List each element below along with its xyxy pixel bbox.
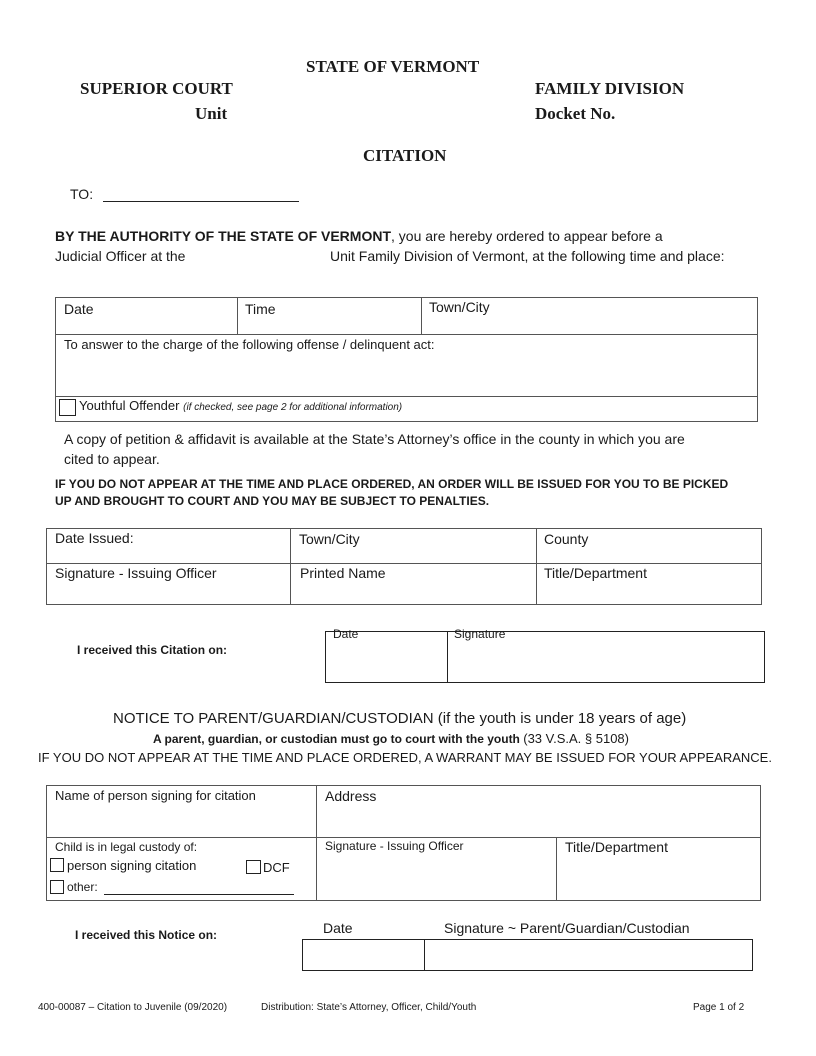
court-name: SUPERIOR COURT [80, 79, 233, 98]
issue-title-department-field[interactable]: Title/Department [544, 565, 647, 581]
received-citation-box [325, 631, 765, 683]
notice-line-2 [153, 731, 629, 746]
authority-line-2-right: Unit Family Division of Vermont, at the following time and place: [330, 248, 725, 264]
custody-label: Child is in legal custody of: [55, 840, 198, 854]
distribution-note: Distribution: State’s Attorney, Officer, Child/Youth [261, 1002, 477, 1013]
page-number: Page 1 of 2 [693, 1002, 745, 1013]
form-number: 400-00087 – Citation to Juvenile (09/2020) [38, 1002, 228, 1013]
custody-other-checkbox[interactable] [50, 880, 64, 894]
issue-county-field[interactable]: County [544, 531, 589, 547]
authority-bold: BY THE AUTHORITY OF THE STATE OF VERMONT [55, 228, 392, 244]
to-label: TO: [70, 186, 94, 202]
charge-field[interactable]: To answer to the charge of the following offense / delinquent act: [64, 337, 435, 352]
division-name: FAMILY DIVISION [535, 79, 685, 98]
notice-heading: NOTICE TO PARENT/GUARDIAN/CUSTODIAN (if the youth is under 18 years of age) [113, 710, 687, 727]
docket-label: Docket No. [535, 104, 616, 123]
signer-name-field[interactable]: Name of person signing for citation [55, 788, 256, 803]
page-title: CITATION [363, 146, 447, 165]
notice-warning: IF YOU DO NOT APPEAR AT THE TIME AND PLACE ORDERED, A WARRANT MAY BE ISSUED FOR YOUR APPEARANCE. [38, 750, 772, 765]
authority-line-2-left: Judicial Officer at the [55, 248, 186, 264]
received-notice-box [302, 939, 753, 971]
notice-must-attend: A parent, guardian, or custodian must go to court with the youth [153, 732, 520, 746]
signer-address-field[interactable]: Address [325, 788, 377, 804]
notice-title-department-field[interactable]: Title/Department [565, 839, 668, 855]
unit-label: Unit [195, 104, 228, 123]
custody-person-checkbox[interactable] [50, 858, 64, 872]
received-citation-date-field[interactable]: Date [333, 627, 359, 641]
appearance-date-field[interactable]: Date [64, 301, 94, 317]
notice-statute: (33 V.S.A. § 5108) [523, 731, 629, 746]
issue-town-field[interactable]: Town/City [299, 531, 360, 547]
copy-note-line-2: cited to appear. [64, 451, 160, 467]
warning-line-2: UP AND BROUGHT TO COURT AND YOU MAY BE SUBJECT TO PENALTIES. [55, 494, 490, 508]
youthful-offender-label: Youthful Offender (if checked, see page 2 for additional information) [79, 398, 403, 413]
received-notice-label: I received this Notice on: [75, 928, 218, 942]
date-issued-field[interactable]: Date Issued: [55, 530, 134, 546]
received-citation-label: I received this Citation on: [77, 643, 228, 657]
received-notice-date-field[interactable]: Date [323, 920, 353, 936]
authority-line-1 [55, 228, 663, 244]
received-citation-signature-field[interactable]: Signature [454, 627, 506, 641]
custody-dcf-checkbox[interactable] [246, 860, 261, 874]
notice-officer-signature-field[interactable]: Signature - Issuing Officer [325, 839, 464, 853]
youthful-note: (if checked, see page 2 for additional information) [183, 402, 403, 413]
authority-rest: , you are hereby ordered to appear before a [391, 228, 663, 244]
received-notice-signature-field[interactable]: Signature ~ Parent/Guardian/Custodian [444, 920, 690, 936]
state-heading: STATE OF VERMONT [306, 57, 480, 76]
printed-name-field[interactable]: Printed Name [300, 565, 386, 581]
copy-note-line-1: A copy of petition & affidavit is available at the State’s Attorney’s office in the county in which you are [64, 431, 685, 447]
custody-dcf-label: DCF [263, 860, 290, 875]
warning-line-1: IF YOU DO NOT APPEAR AT THE TIME AND PLACE ORDERED, AN ORDER WILL BE ISSUED FOR YOU TO BE PICKED [55, 477, 729, 491]
appearance-time-field[interactable]: Time [245, 301, 276, 317]
youthful-offender-checkbox[interactable] [59, 399, 76, 416]
to-input-line[interactable] [103, 201, 299, 202]
custody-other-label: other: [67, 880, 98, 894]
issuing-officer-signature-field[interactable]: Signature - Issuing Officer [55, 565, 217, 581]
appearance-town-field[interactable]: Town/City [429, 299, 490, 315]
custody-other-input-line[interactable] [104, 894, 294, 895]
custody-person-label: person signing citation [67, 858, 197, 873]
